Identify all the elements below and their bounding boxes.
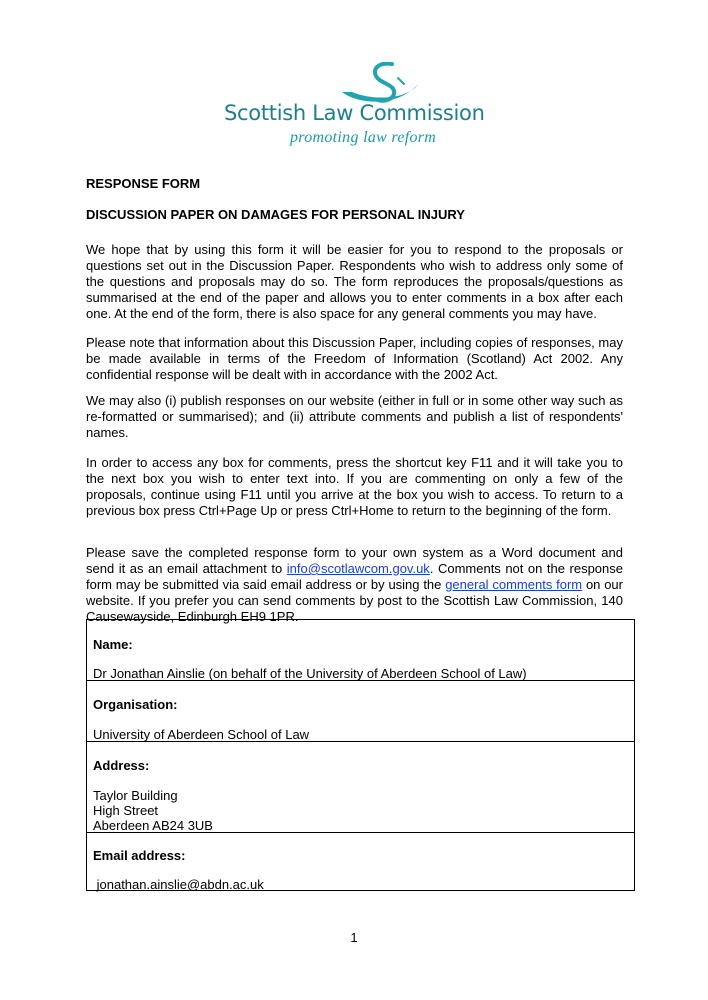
submission-text-3: on our website. If you prefer you can send comments by post to the Scottish Law Commission, 140 Causewayside, Edinburgh EH9 1PR. <box>86 577 623 624</box>
logo-tagline: promoting law reform <box>290 129 437 146</box>
organisation-value[interactable]: University of Aberdeen School of Law <box>93 727 310 742</box>
foi-paragraph: Please note that information about this Discussion Paper, including copies of responses, may be made available in terms of the Freedom of Information (Scotland) Act 2002. Any confidential response will be dealt with in accordance with the 2002 Act. <box>86 335 623 382</box>
swoosh-s-logo-icon <box>340 62 420 106</box>
navigation-paragraph: In order to access any box for comments, press the shortcut key F11 and it will take you to the next box you wish to enter text into. If you are commenting on only a few of the proposals, continue using F11 until you arrive at the box you wish to access. To return to a previous box press Ctrl+Page Up or press Ctrl+Home to return to the beginning of the form. <box>86 455 623 518</box>
scottish-law-commission-logo <box>222 62 485 152</box>
name-value[interactable]: Dr Jonathan Ainslie (on behalf of the University of Aberdeen School of Law) <box>93 666 527 681</box>
logo-organisation-name: Scottish Law Commission <box>224 101 485 125</box>
organisation-field <box>87 680 634 741</box>
intro-paragraph: We hope that by using this form it will be easier for you to respond to the proposals or questions set out in the Discussion Paper. Respondents who wish to address only some of the questions and proposals may do so. The form reproduces the proposals/questions as summarised at the end of the paper and allows you to enter comments in a box after each one. At the end of the form, there is also space for any general comments you may have. <box>86 242 623 321</box>
email-link[interactable]: info@scotlawcom.gov.uk <box>286 561 430 576</box>
submission-paragraph <box>86 545 623 625</box>
submission-text-2: . Comments not on the response form may be submitted via said email address or by using the <box>86 561 623 592</box>
email-label: Email address: <box>93 848 186 863</box>
email-field <box>87 832 634 890</box>
general-comments-form-link[interactable]: general comments form <box>445 577 583 592</box>
form-title: RESPONSE FORM <box>86 176 201 191</box>
submission-text-1: Please save the completed response form to your own system as a Word document and send it as an email attachment to <box>86 545 623 576</box>
publication-paragraph: We may also (i) publish responses on our website (either in full or in some other way such as re-formatted or summarised); and (ii) attribute comments and publish a list of respondents' names. <box>86 393 623 440</box>
address-line-3[interactable]: Aberdeen AB24 3UB <box>93 818 213 833</box>
email-value[interactable]: jonathan.ainslie@abdn.ac.uk <box>93 877 264 892</box>
address-line-2[interactable]: High Street <box>93 803 159 818</box>
name-label: Name: <box>93 637 133 652</box>
respondent-details-table <box>86 619 635 891</box>
address-label: Address: <box>93 758 150 773</box>
page-number: 1 <box>350 930 358 945</box>
address-field <box>87 741 634 832</box>
name-field <box>87 620 634 680</box>
paper-title: DISCUSSION PAPER ON DAMAGES FOR PERSONAL INJURY <box>86 207 465 222</box>
address-line-1[interactable]: Taylor Building <box>93 788 178 803</box>
organisation-label: Organisation: <box>93 697 178 712</box>
